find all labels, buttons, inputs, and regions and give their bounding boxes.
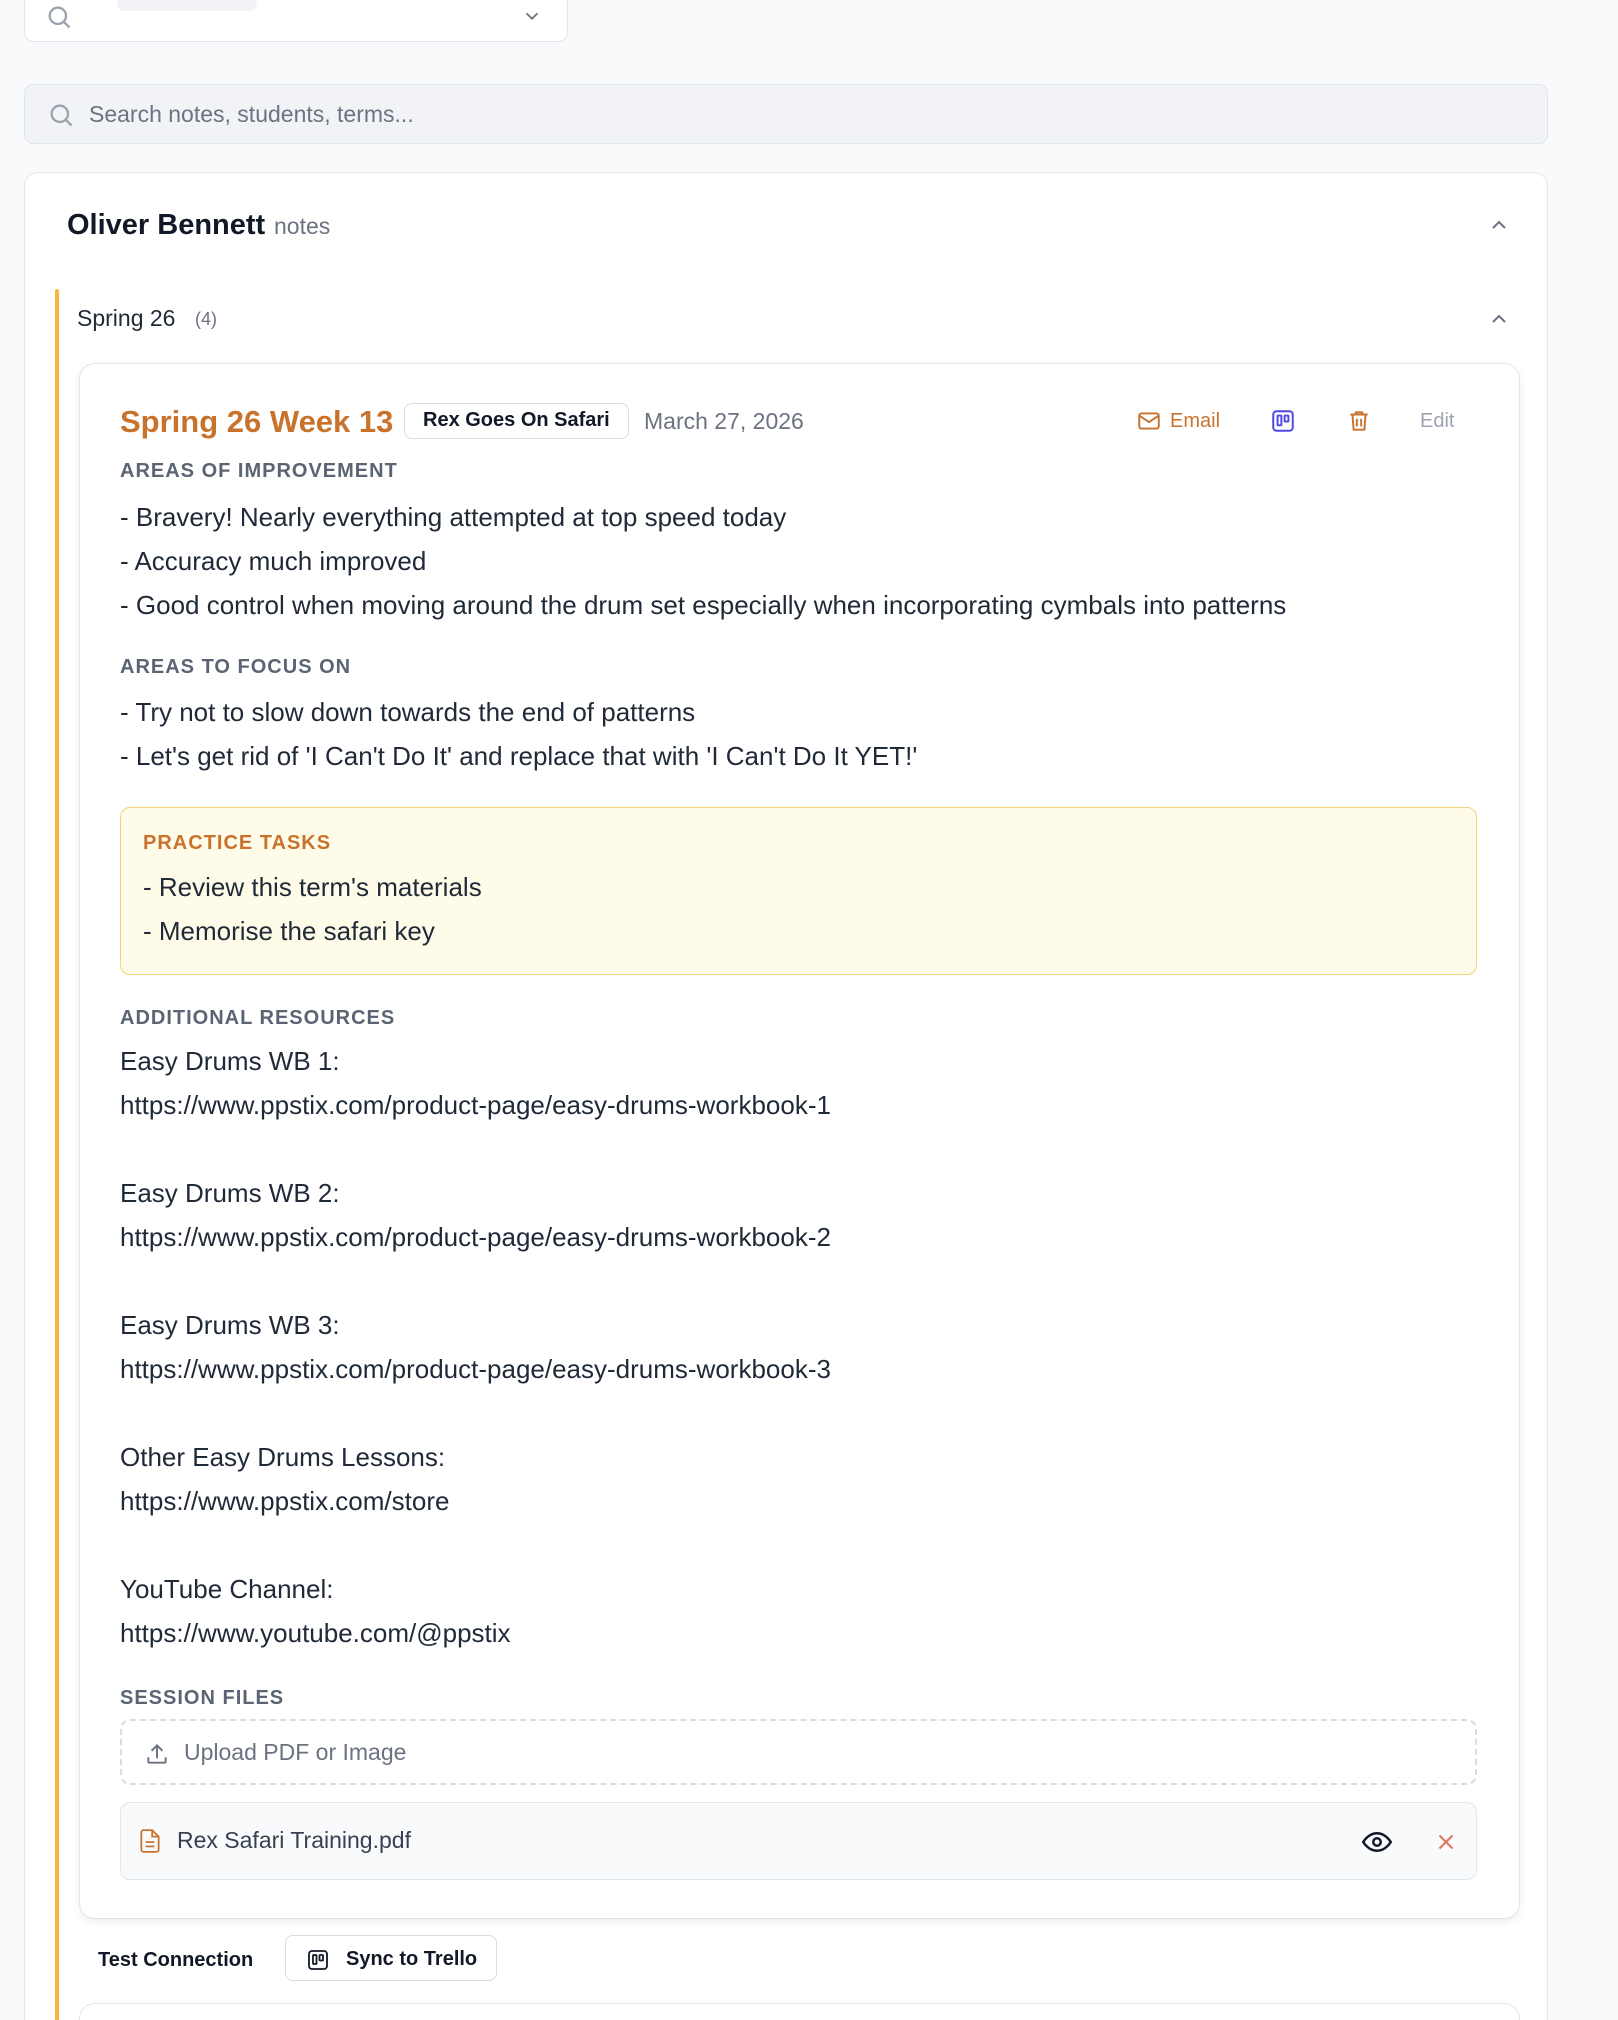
student-select[interactable]	[24, 0, 568, 42]
resource-label: YouTube Channel:	[120, 1574, 334, 1604]
search-input[interactable]	[89, 95, 1509, 133]
search-bar	[24, 84, 1548, 144]
resource-label: Other Easy Drums Lessons:	[120, 1442, 446, 1472]
focus-heading: AREAS TO FOCUS ON	[120, 656, 352, 678]
focus-item: - Try not to slow down towards the end of patterns	[120, 697, 696, 727]
file-icon	[137, 1827, 163, 1855]
file-name[interactable]: Rex Safari Training.pdf	[177, 1827, 411, 1853]
resource-label: Easy Drums WB 2:	[120, 1178, 340, 1208]
test-connection-button[interactable]: Test Connection	[98, 1949, 254, 1971]
practice-item: - Review this term's materials	[143, 872, 482, 902]
chevron-up-icon[interactable]	[1487, 213, 1511, 237]
improvement-item: - Bravery! Nearly everything attempted at top speed today	[120, 502, 787, 532]
practice-item: - Memorise the safari key	[143, 916, 435, 946]
note-card	[79, 363, 1520, 1919]
mail-icon	[1136, 408, 1162, 434]
chevron-up-icon[interactable]	[1487, 307, 1511, 331]
student-subtitle: notes	[274, 213, 331, 239]
upload-dropzone[interactable]	[120, 1719, 1477, 1785]
improvement-item: - Good control when moving around the drum set especially when incorporating cymbals into patterns	[120, 590, 1287, 620]
resources-heading: ADDITIONAL RESOURCES	[120, 1007, 396, 1029]
practice-tasks-box	[120, 807, 1477, 975]
resource-link[interactable]: https://www.youtube.com/@ppstix	[120, 1618, 511, 1648]
resource-link[interactable]: https://www.ppstix.com/product-page/easy-drums-workbook-1	[120, 1090, 831, 1120]
note-date: March 27, 2026	[644, 408, 804, 434]
resource-label: Easy Drums WB 3:	[120, 1310, 340, 1340]
chevron-down-icon	[521, 5, 543, 27]
resource-label: Easy Drums WB 1:	[120, 1046, 340, 1076]
trello-icon[interactable]	[1270, 408, 1296, 434]
sync-button-label: Sync to Trello	[346, 1948, 478, 1970]
student-notes-card	[24, 172, 1548, 2020]
selected-value-placeholder	[117, 0, 257, 11]
resource-link[interactable]: https://www.ppstix.com/store	[120, 1486, 450, 1516]
note-title: Spring 26 Week 13	[120, 404, 394, 439]
email-button-label: Email	[1170, 409, 1221, 432]
topic-badge: Rex Goes On Safari	[404, 403, 629, 439]
trello-icon	[306, 1948, 330, 1972]
sync-to-trello-button[interactable]	[285, 1935, 497, 1981]
trash-icon[interactable]	[1346, 408, 1372, 434]
upload-label: Upload PDF or Image	[184, 1739, 407, 1765]
session-files-heading: SESSION FILES	[120, 1687, 285, 1709]
search-icon	[47, 101, 75, 129]
eye-icon[interactable]	[1362, 1827, 1392, 1857]
term-note-count: (4)	[195, 309, 217, 329]
term-accent-bar	[55, 289, 59, 2020]
email-button[interactable]	[1136, 406, 1220, 436]
improvement-item: - Accuracy much improved	[120, 546, 427, 576]
file-item	[120, 1802, 1477, 1880]
focus-item: - Let's get rid of 'I Can't Do It' and replace that with 'I Can't Do It YET!'	[120, 741, 918, 771]
next-note-card	[79, 2003, 1520, 2020]
student-name: Oliver Bennett	[67, 209, 266, 241]
edit-button[interactable]: Edit	[1420, 410, 1455, 432]
close-icon[interactable]	[1433, 1829, 1459, 1855]
practice-heading: PRACTICE TASKS	[143, 832, 332, 854]
term-label[interactable]: Spring 26	[77, 305, 176, 331]
resource-link[interactable]: https://www.ppstix.com/product-page/easy-drums-workbook-3	[120, 1354, 831, 1384]
search-icon	[45, 3, 73, 31]
resource-link[interactable]: https://www.ppstix.com/product-page/easy-drums-workbook-2	[120, 1222, 831, 1252]
improvement-heading: AREAS OF IMPROVEMENT	[120, 460, 398, 482]
upload-icon	[144, 1741, 170, 1767]
